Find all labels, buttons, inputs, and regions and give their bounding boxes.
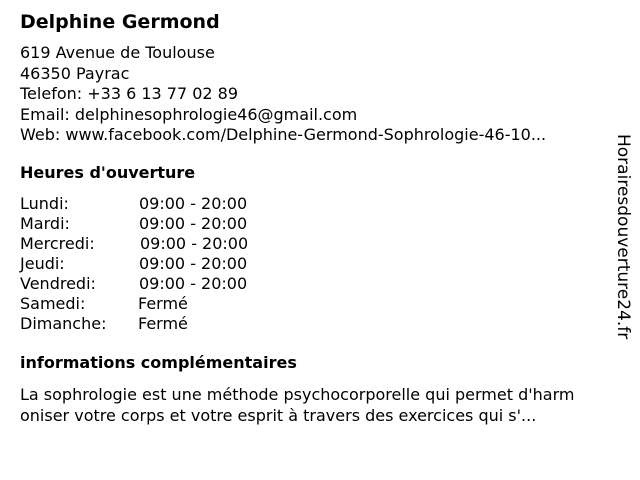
additional-info-heading: informations complémentaires (20, 353, 297, 372)
hours-day: Dimanche: (20, 314, 107, 333)
hours-time: 09:00 - 20:00 (140, 234, 249, 253)
hours-time: 09:00 - 20:00 (139, 254, 248, 273)
contact-block (20, 43, 546, 146)
hours-day: Mercredi: (20, 234, 95, 253)
hours-time: Fermé (138, 294, 188, 313)
hours-day: Lundi: (20, 194, 69, 213)
hours-time: Fermé (138, 314, 188, 333)
info-line: La sophrologie est une méthode psychocorporelle qui permet d'harm (20, 385, 575, 404)
hours-day: Samedi: (20, 294, 86, 313)
business-name: Delphine Germond (20, 11, 220, 33)
email-address: Email: delphinesophrologie46@gmail.com (20, 104, 358, 124)
watermark-text: Horairesdouverture24.fr (613, 134, 633, 340)
hours-day: Jeudi: (20, 254, 65, 273)
hours-time: 09:00 - 20:00 (139, 274, 248, 293)
hours-day: Mardi: (20, 214, 70, 233)
phone-number: Telefon: +33 6 13 77 02 89 (20, 84, 239, 103)
website-url: Web: www.facebook.com/Delphine-Germond-Sophrologie-46-10... (20, 125, 547, 144)
site-watermark (613, 134, 635, 374)
address-street: 619 Avenue de Toulouse (20, 43, 215, 62)
hours-day: Vendredi: (20, 274, 96, 293)
hours-time: 09:00 - 20:00 (139, 194, 248, 213)
address-city: 46350 Payrac (20, 63, 130, 83)
additional-info-text (20, 384, 620, 426)
info-line: oniser votre corps et votre esprit à travers des exercices qui s'... (20, 406, 537, 425)
opening-hours-heading: Heures d'ouverture (20, 163, 196, 182)
hours-time: 09:00 - 20:00 (139, 214, 248, 233)
